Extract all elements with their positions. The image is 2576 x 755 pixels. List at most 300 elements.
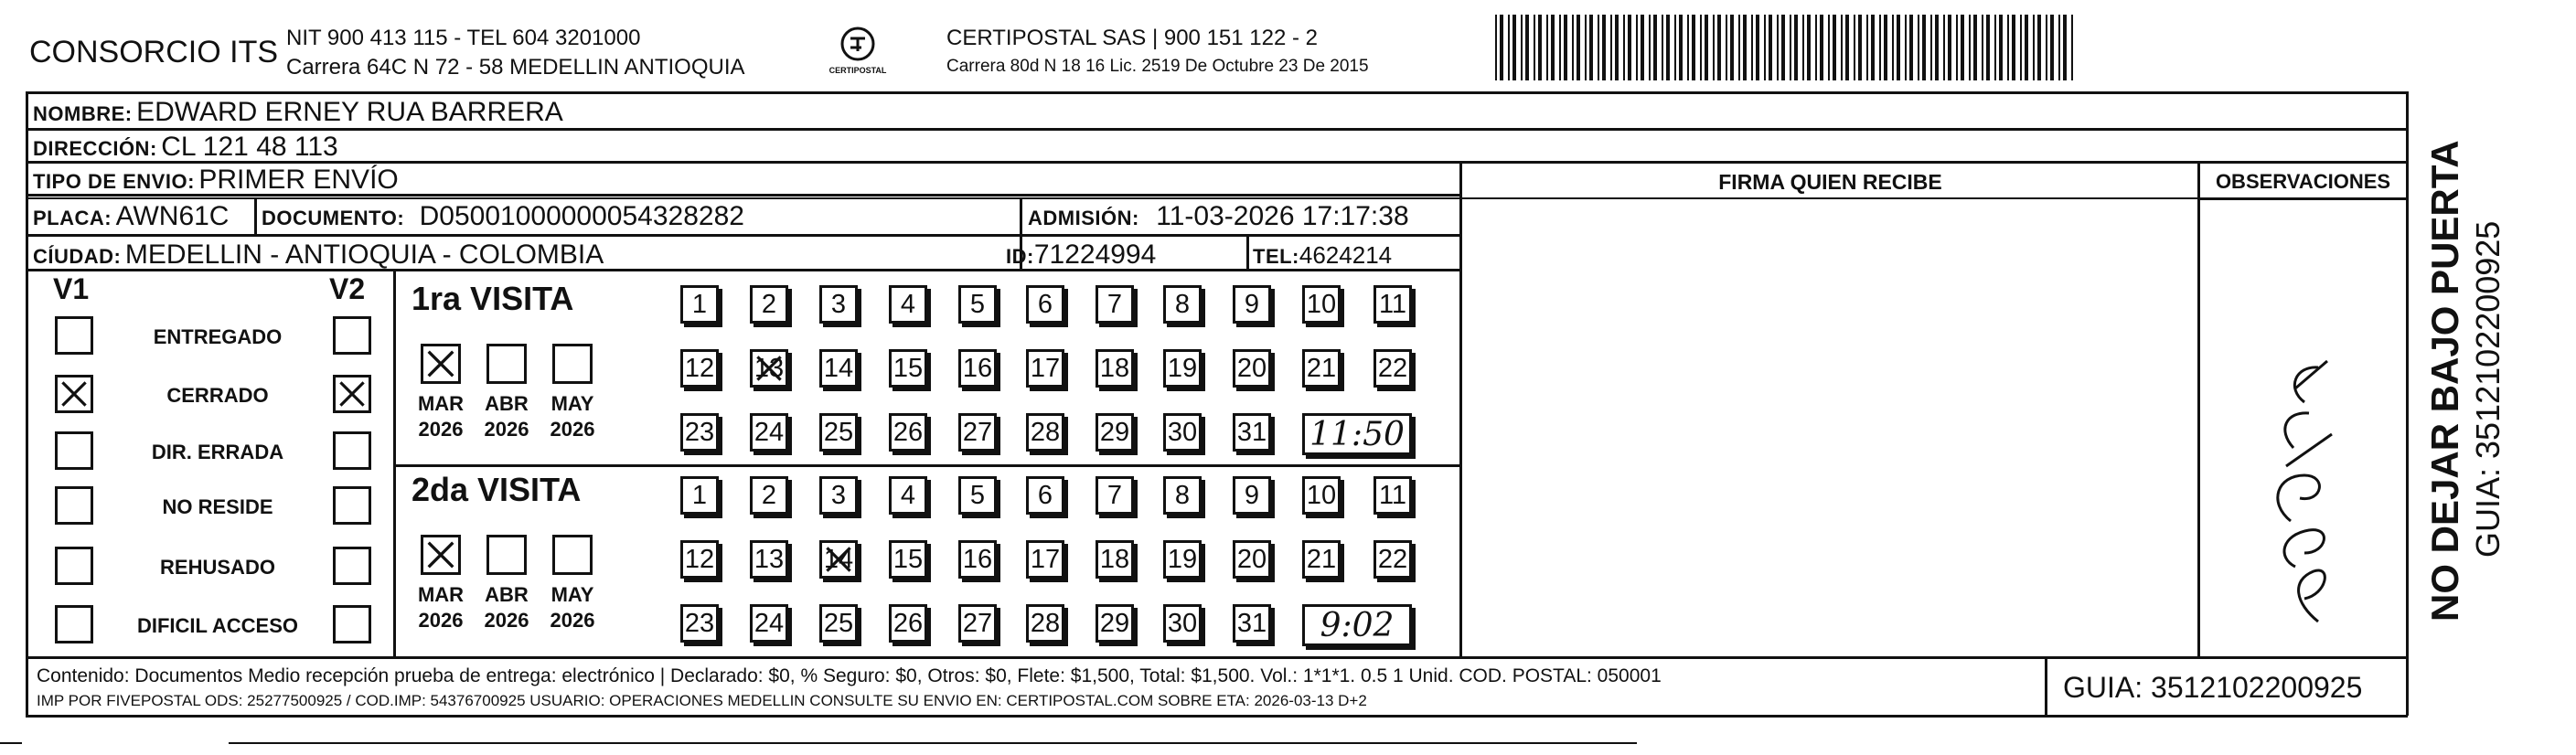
first-visit-day-box[interactable] (680, 413, 719, 452)
barcode-bar (1802, 15, 1804, 80)
day-number: 9 (1244, 289, 1260, 319)
second-visit-month-checkbox[interactable] (552, 535, 593, 575)
day-number: 27 (962, 417, 993, 447)
barcode-bar (1930, 15, 1932, 80)
day-number: 26 (893, 417, 924, 447)
barcode-bar (1858, 15, 1862, 80)
second-visit-day-box[interactable] (1163, 604, 1202, 643)
barcode-bar (1986, 15, 1990, 80)
admision-value: 11-03-2026 17:17:38 (1156, 201, 1409, 231)
barcode-bar (2020, 15, 2022, 80)
barcode-bar (1521, 15, 1523, 80)
day-number: 31 (1236, 608, 1267, 638)
barcode-bar (1841, 15, 1843, 80)
barcode-bar (1610, 15, 1612, 80)
day-number: 14 (823, 544, 854, 574)
first-visit-day-box[interactable] (1026, 413, 1064, 452)
admision-row (1028, 201, 1409, 232)
second-visit-day-box[interactable] (889, 540, 927, 579)
barcode-bar (1828, 15, 1830, 80)
first-visit-day-box[interactable] (1163, 413, 1202, 452)
x-mark-icon (336, 378, 369, 410)
handwritten-signature (2240, 347, 2368, 631)
first-visit-day-box[interactable] (680, 349, 719, 388)
first-visit-day-box[interactable] (1163, 349, 1202, 388)
day-number: 15 (893, 544, 924, 574)
day-number: 22 (1377, 353, 1408, 383)
barcode-bar (1717, 15, 1721, 80)
id-label: ID: (1006, 245, 1034, 268)
direccion-label: DIRECCIÓN: (33, 137, 157, 160)
x-mark-icon (822, 543, 855, 576)
first-visit-day-box[interactable] (819, 413, 858, 452)
second-visit-month-label (475, 582, 539, 633)
v2-status-checkbox[interactable] (333, 547, 371, 585)
barcode-bar (1738, 15, 1740, 80)
day-number: 10 (1306, 289, 1337, 319)
first-visit-month-label (540, 391, 604, 442)
first-visit-day-box[interactable] (1096, 285, 1134, 324)
day-number: 29 (1099, 417, 1130, 447)
day-number: 18 (1099, 544, 1130, 574)
barcode-bar (1866, 15, 1868, 80)
day-number: 21 (1306, 544, 1337, 574)
v2-status-checkbox[interactable] (333, 316, 371, 355)
second-visit-day-box[interactable] (1163, 476, 1202, 515)
first-visit-month-label (409, 391, 473, 442)
barcode-bar (1538, 15, 1542, 80)
first-visit-day-box[interactable] (889, 285, 927, 324)
second-visit-month-checkbox[interactable] (421, 535, 461, 575)
barcode-bar (1973, 15, 1977, 80)
day-number: 31 (1236, 417, 1267, 447)
first-visit-day-box[interactable] (750, 413, 788, 452)
v2-status-checkbox[interactable] (333, 375, 371, 413)
v1-status-checkbox[interactable] (55, 547, 93, 585)
barcode-bar (1572, 15, 1574, 80)
first-visit-day-box[interactable] (958, 285, 997, 324)
side-guia-text: GUIA: 3512102200925 (2469, 220, 2507, 558)
second-visit-day-box[interactable] (1026, 476, 1064, 515)
status-option-label: REHUSADO (160, 556, 275, 579)
day-number: 30 (1167, 608, 1198, 638)
barcode-bar (1897, 15, 1900, 80)
month-year: 2026 (550, 609, 595, 632)
certipostal-logo (814, 26, 902, 80)
barcode-bar (1769, 15, 1772, 80)
second-visit-day-box[interactable] (1302, 476, 1341, 515)
tipo-label: TIPO DE ENVIO: (33, 170, 195, 193)
first-visit-day-box[interactable] (889, 413, 927, 452)
day-number: 2 (761, 289, 777, 319)
second-visit-day-box[interactable] (680, 540, 719, 579)
second-visit-day-box[interactable] (889, 476, 927, 515)
status-option-label: CERRADO (166, 384, 269, 407)
barcode-bar (2046, 15, 2047, 80)
certipostal-line2: Carrera 80d N 18 16 Lic. 2519 De Octubre 23 De 2015 (946, 57, 1369, 76)
day-number: 22 (1377, 544, 1408, 574)
second-visit-day-box[interactable] (1233, 540, 1271, 579)
barcode-bar (1628, 15, 1631, 80)
barcode-bar (1636, 15, 1638, 80)
day-number: 19 (1167, 544, 1198, 574)
barcode-bar (1512, 15, 1516, 80)
barcode-bar (2037, 15, 2041, 80)
barcode-bar (1666, 15, 1670, 80)
day-number: 18 (1099, 353, 1130, 383)
barcode-bar (1999, 15, 2003, 80)
barcode (1495, 15, 2080, 80)
barcode-bar (1577, 15, 1580, 80)
second-visit-time-box[interactable]: 9:02 (1302, 604, 1412, 646)
barcode-bar (1674, 15, 1676, 80)
day-number: 3 (830, 289, 847, 319)
day-number: 17 (1030, 353, 1061, 383)
day-number: 30 (1167, 417, 1198, 447)
second-visit-day-box[interactable] (750, 604, 788, 643)
barcode-bar (1764, 15, 1766, 80)
day-number: 10 (1306, 480, 1337, 510)
barcode-bar (1943, 15, 1945, 80)
first-visit-day-box[interactable] (1096, 413, 1134, 452)
company-address-line: Carrera 64C N 72 - 58 MEDELLIN ANTIOQUIA (286, 55, 745, 80)
second-visit-day-box[interactable] (750, 476, 788, 515)
day-number: 24 (754, 417, 785, 447)
v2-status-checkbox[interactable] (333, 431, 371, 470)
barcode-bar (2050, 15, 2054, 80)
month-year: 2026 (484, 609, 529, 632)
day-number: 8 (1174, 480, 1191, 510)
day-number: 6 (1037, 480, 1053, 510)
day-number: 16 (962, 353, 993, 383)
second-visit-day-box[interactable] (750, 540, 788, 579)
barcode-bar (1918, 15, 1919, 80)
barcode-bar (1641, 15, 1644, 80)
month-year: 2026 (418, 609, 464, 632)
x-mark-icon (753, 352, 786, 385)
first-visit-day-box[interactable] (1374, 349, 1412, 388)
second-visit-day-box[interactable] (819, 540, 858, 579)
nombre-value: EDWARD ERNEY RUA BARRERA (136, 97, 563, 127)
v1-status-checkbox[interactable] (55, 431, 93, 470)
first-visit-day-box[interactable] (1302, 285, 1341, 324)
placa-value: AWN61C (115, 201, 230, 231)
first-visit-day-box[interactable] (680, 285, 719, 324)
first-visit-month-label (475, 391, 539, 442)
first-visit-day-box[interactable] (958, 413, 997, 452)
footer-guia: GUIA: 3512102200925 (2063, 671, 2363, 704)
month-name: MAY (550, 583, 594, 606)
documento-label: DOCUMENTO: (262, 207, 405, 229)
barcode-bar (1833, 15, 1836, 80)
barcode-bar (1564, 15, 1567, 80)
first-visit-day-box[interactable] (1233, 285, 1271, 324)
first-visit-day-box[interactable] (819, 285, 858, 324)
barcode-bar (1585, 15, 1587, 80)
barcode-bar (1777, 15, 1779, 80)
month-year: 2026 (418, 418, 464, 441)
documento-value: D05001000000054328282 (419, 201, 744, 231)
day-number: 11 (1378, 289, 1407, 319)
first-visit-day-box[interactable] (1233, 413, 1271, 452)
barcode-bar (1546, 15, 1548, 80)
barcode-bar (1982, 15, 1983, 80)
barcode-bar (1598, 15, 1599, 80)
barcode-bar (1500, 15, 1503, 80)
day-number: 29 (1099, 608, 1130, 638)
day-number: 27 (962, 608, 993, 638)
barcode-bar (1969, 15, 1971, 80)
barcode-bar (1705, 15, 1708, 80)
barcode-bar (1781, 15, 1785, 80)
status-option-label: ENTREGADO (153, 325, 283, 348)
barcode-bar (1820, 15, 1823, 80)
barcode-bar (1602, 15, 1606, 80)
day-number: 2 (761, 480, 777, 510)
observaciones-header: OBSERVACIONES (2215, 170, 2391, 193)
admision-label: ADMISIÓN: (1028, 207, 1139, 229)
barcode-bar (1994, 15, 1996, 80)
second-visit-day-box[interactable] (680, 476, 719, 515)
barcode-bar (1700, 15, 1702, 80)
barcode-bar (1662, 15, 1663, 80)
first-visit-day-box[interactable] (889, 349, 927, 388)
second-visit-day-box[interactable] (889, 604, 927, 643)
footer-content-line: Contenido: Documentos Medio recepción prueba de entrega: electrónico | Declarado: $0, % Seguro: $0, Otros: $0, Flete: $1,500, Total: $1,500. Vol.: 1*1*1. 0.5 1 Unid. COD. POSTAL: 050001 (37, 665, 1662, 686)
v2-header: V2 (329, 272, 366, 305)
barcode-bar (1525, 15, 1529, 80)
barcode-bar (1948, 15, 1951, 80)
day-number: 28 (1030, 608, 1061, 638)
barcode-bar (1892, 15, 1894, 80)
barcode-bar (1935, 15, 1939, 80)
second-visit-day-box[interactable] (819, 476, 858, 515)
first-visit-day-box[interactable] (819, 349, 858, 388)
day-number: 3 (830, 480, 847, 510)
first-visit-day-box[interactable] (1302, 349, 1341, 388)
tel-value: 4624214 (1299, 241, 1393, 269)
v1-status-checkbox[interactable] (55, 316, 93, 355)
placa-label: PLACA: (33, 207, 112, 229)
day-number: 1 (691, 289, 708, 319)
barcode-bar (1756, 15, 1759, 80)
x-mark-icon (58, 378, 91, 410)
v1-status-checkbox[interactable] (55, 486, 93, 525)
v2-status-checkbox[interactable] (333, 605, 371, 643)
second-visit-day-box[interactable] (958, 476, 997, 515)
first-visit-title: 1ra VISITA (412, 280, 574, 317)
day-number: 14 (823, 353, 854, 383)
direccion-row (33, 132, 338, 163)
barcode-bar (1961, 15, 1964, 80)
first-visit-time-box[interactable]: 11:50 (1302, 413, 1412, 455)
barcode-bar (2025, 15, 2028, 80)
barcode-bar (1730, 15, 1734, 80)
day-number: 17 (1030, 544, 1061, 574)
day-number: 25 (823, 608, 854, 638)
second-visit-day-box[interactable] (1026, 540, 1064, 579)
firma-header: FIRMA QUIEN RECIBE (1718, 170, 1942, 194)
second-visit-day-box[interactable] (1302, 540, 1341, 579)
day-number: 8 (1174, 289, 1191, 319)
barcode-bar (2071, 15, 2073, 80)
barcode-bar (1854, 15, 1855, 80)
tipo-value: PRIMER ENVÍO (198, 165, 399, 195)
barcode-bar (1551, 15, 1555, 80)
status-option-label: DIFICIL ACCESO (136, 614, 298, 637)
month-name: MAR (417, 392, 465, 415)
day-number: 7 (1106, 289, 1123, 319)
barcode-bar (2012, 15, 2015, 80)
barcode-bar (1679, 15, 1683, 80)
first-visit-day-box[interactable] (1233, 349, 1271, 388)
day-number: 26 (893, 608, 924, 638)
first-visit-day-box[interactable] (750, 349, 788, 388)
certipostal-line1: CERTIPOSTAL SAS | 900 151 122 - 2 (946, 26, 1318, 50)
id-row (1006, 239, 1156, 271)
barcode-bar (1956, 15, 1958, 80)
barcode-bar (1743, 15, 1747, 80)
ciudad-label: CÍUDAD: (33, 245, 122, 268)
barcode-bar (1534, 15, 1535, 80)
month-name: MAR (417, 583, 465, 606)
month-year: 2026 (550, 418, 595, 441)
barcode-bar (1794, 15, 1798, 80)
barcode-bar (1692, 15, 1695, 80)
day-number: 7 (1106, 480, 1123, 510)
second-visit-month-label (409, 582, 473, 633)
second-visit-day-box[interactable] (1096, 604, 1134, 643)
second-visit-day-box[interactable] (958, 604, 997, 643)
day-number: 5 (969, 480, 986, 510)
second-visit-day-box[interactable] (819, 604, 858, 643)
v1-header: V1 (53, 272, 90, 305)
barcode-bar (1713, 15, 1715, 80)
barcode-bar (1623, 15, 1625, 80)
day-number: 19 (1167, 353, 1198, 383)
x-mark-icon (423, 537, 458, 572)
ciudad-row (33, 239, 604, 271)
status-option-label: NO RESIDE (162, 495, 273, 518)
second-visit-day-box[interactable] (958, 540, 997, 579)
day-number: 20 (1236, 353, 1267, 383)
second-visit-month-label (540, 582, 604, 633)
barcode-bar (1649, 15, 1651, 80)
svg-text:CERTIPOSTAL: CERTIPOSTAL (828, 66, 887, 75)
status-option-label: DIR. ERRADA (151, 441, 284, 463)
barcode-bar (1790, 15, 1791, 80)
month-year: 2026 (484, 418, 529, 441)
first-visit-day-box[interactable] (750, 285, 788, 324)
day-number: 24 (754, 608, 785, 638)
barcode-bar (2007, 15, 2009, 80)
barcode-bar (1495, 15, 1497, 80)
month-name: ABR (485, 583, 529, 606)
barcode-bar (1905, 15, 1907, 80)
ciudad-value: MEDELLIN - ANTIOQUIA - COLOMBIA (124, 239, 604, 270)
first-visit-month-checkbox[interactable] (552, 344, 593, 384)
footer-imp-line: IMP POR FIVEPOSTAL ODS: 25277500925 / COD.IMP: 54376700925 USUARIO: OPERACIONES MEDELLIN CONSULTE SU ENVIO EN: CERTIPOSTAL.COM SOBRE ETA: 2026-03-13 D+2 (37, 692, 1367, 709)
day-number: 1 (691, 480, 708, 510)
barcode-bar (2058, 15, 2060, 80)
day-number: 25 (823, 417, 854, 447)
day-number: 16 (962, 544, 993, 574)
day-number: 4 (900, 480, 916, 510)
nombre-row (33, 97, 563, 128)
first-visit-month-checkbox[interactable] (421, 344, 461, 384)
second-visit-day-box[interactable] (680, 604, 719, 643)
first-visit-day-box[interactable] (1026, 285, 1064, 324)
second-visit-day-box[interactable] (1163, 540, 1202, 579)
barcode-bar (1807, 15, 1811, 80)
barcode-bar (1687, 15, 1689, 80)
barcode-bar (1845, 15, 1849, 80)
day-number: 20 (1236, 544, 1267, 574)
day-number: 23 (684, 608, 715, 638)
direccion-value: CL 121 48 113 (161, 132, 338, 162)
v1-status-checkbox[interactable] (55, 605, 93, 643)
day-number: 9 (1244, 480, 1260, 510)
second-visit-day-box[interactable] (1374, 476, 1412, 515)
v2-status-checkbox[interactable] (333, 486, 371, 525)
first-visit-day-box[interactable] (1096, 349, 1134, 388)
tipo-row (33, 165, 399, 196)
barcode-bar (1871, 15, 1875, 80)
barcode-bar (1615, 15, 1619, 80)
company-nit-line: NIT 900 413 115 - TEL 604 3201000 (286, 26, 641, 50)
day-number: 28 (1030, 417, 1061, 447)
first-visit-month-checkbox[interactable] (486, 344, 527, 384)
second-visit-day-box[interactable] (1026, 604, 1064, 643)
first-visit-day-box[interactable] (958, 349, 997, 388)
v1-status-checkbox[interactable] (55, 375, 93, 413)
tel-label: TEL: (1253, 245, 1299, 268)
barcode-bar (1653, 15, 1657, 80)
second-visit-day-box[interactable] (1096, 476, 1134, 515)
first-visit-day-box[interactable] (1163, 285, 1202, 324)
first-visit-day-box[interactable] (1374, 285, 1412, 324)
barcode-bar (1508, 15, 1510, 80)
second-visit-month-checkbox[interactable] (486, 535, 527, 575)
barcode-bar (1884, 15, 1887, 80)
day-number: 12 (684, 544, 715, 574)
second-visit-day-box[interactable] (1374, 540, 1412, 579)
second-visit-day-box[interactable] (1233, 476, 1271, 515)
day-number: 12 (684, 353, 715, 383)
day-number: 13 (754, 544, 785, 574)
x-mark-icon (423, 346, 458, 381)
barcode-bar (1909, 15, 1913, 80)
barcode-bar (1815, 15, 1817, 80)
day-number: 15 (893, 353, 924, 383)
month-name: ABR (485, 392, 529, 415)
barcode-bar (1559, 15, 1561, 80)
id-value: 71224994 (1033, 239, 1157, 270)
second-visit-day-box[interactable] (1233, 604, 1271, 643)
placa-row (33, 201, 229, 232)
day-number: 11 (1378, 480, 1407, 510)
barcode-bar (1922, 15, 1926, 80)
day-number: 21 (1306, 353, 1337, 383)
month-name: MAY (550, 392, 594, 415)
second-visit-day-box[interactable] (1096, 540, 1134, 579)
documento-row (262, 201, 744, 232)
first-visit-day-box[interactable] (1026, 349, 1064, 388)
barcode-bar (2033, 15, 2035, 80)
barcode-bar (1589, 15, 1593, 80)
barcode-bar (2063, 15, 2067, 80)
day-number: 13 (754, 353, 785, 383)
